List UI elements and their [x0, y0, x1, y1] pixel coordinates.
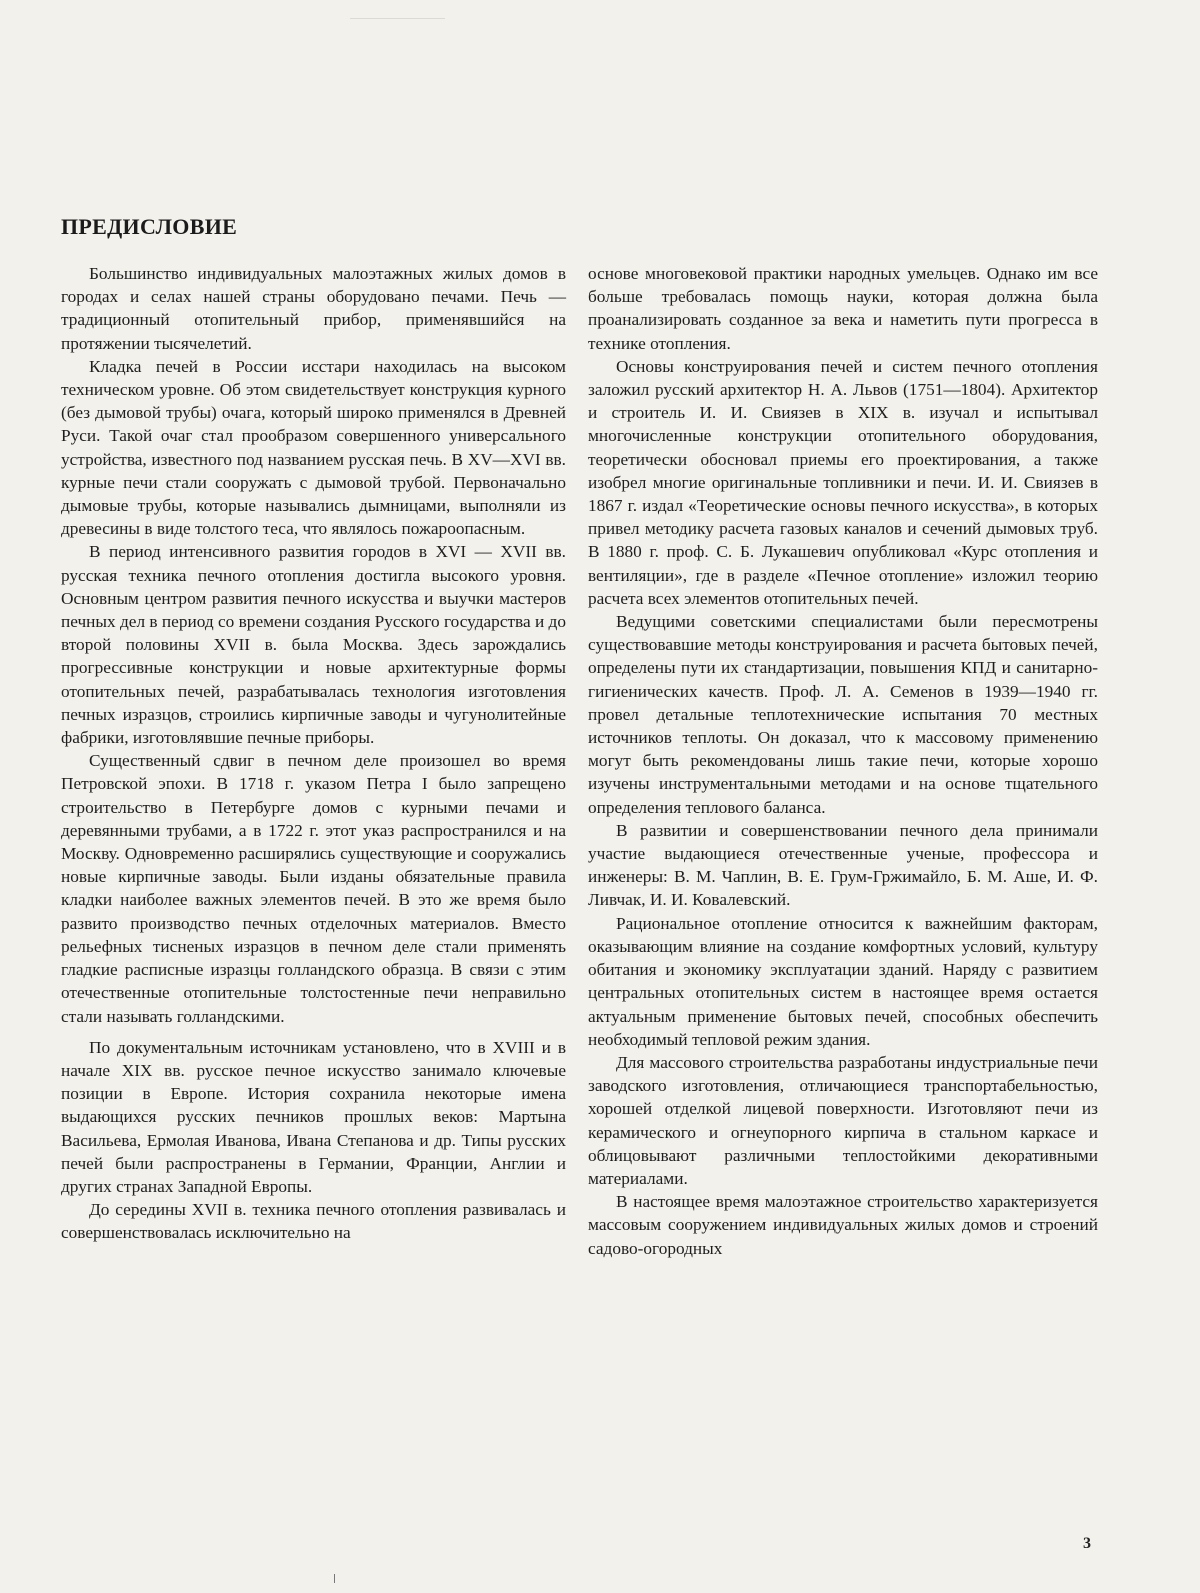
- paragraph: Большинство индивидуальных малоэтажных жилых домов в городах и селах нашей страны оборудовано печами. Печь — традиционный отопительный прибор, применявшийся на протяжении тысячелетий.: [61, 264, 566, 353]
- paragraph: В развитии и совершенствовании печного дела принимали участие выдающиеся отечественные ученые, профессора и инженеры: В. М. Чаплин, В. Е. Грум-Гржимайло, Б. М. Аше, И. Ф. Ливчак, И. И. Ковалевский.: [588, 820, 1098, 910]
- paragraph: Для массового строительства разработаны индустриальные печи заводского изготовления, отличающиеся транспортабельностью, хорошей отделкой лицевой поверхности. Изготовляют печи из керамического и огнеупорного кирпича в стальном каркасе и облицовывают различными теплостойкими декоративными материалами.: [588, 1052, 1098, 1188]
- paragraph: До середины XVII в. техника печного отопления развивалась и совершенствовалась исключительно на: [61, 1200, 566, 1243]
- paragraph: Ведущими советскими специалистами были пересмотрены существовавшие методы конструирования и расчета бытовых печей, определены пути их стандартизации, повышения КПД и санитарно-гигиенических качеств. Проф. Л. А. Семенов в 1939—1940 гг. провел детальные теплотехнические испытания 70 местных источников теплоты. Он доказал, что к массовому применению могут быть рекомендованы лишь такие печи, которые хорошо изучены инструментальными методами и на основе тщательного определения теплового баланса.: [588, 612, 1098, 817]
- paragraph: В период интенсивного развития городов в XVI — XVII вв. русская техника печного отопления достигла высокого уровня. Основным центром развития печного искусства и выучки мастеров печных дел в период со времени создания Русского государства и до второй половины XVII в. была Москва. Здесь зарождались прогрессивные конструкции и новые архитектурные формы отопительных печей, разрабатывалась технология изготовления печных изразцов, строились кирпичные заводы и чугунолитейные фабрики, изготовлявшие печные приборы.: [61, 542, 566, 748]
- page-title: ПРЕДИСЛОВИЕ: [61, 214, 238, 239]
- paragraph: Рациональное отопление относится к важнейшим факторам, оказывающим влияние на создание комфортных условий, культуру обитания и экономику эксплуатации зданий. Наряду с развитием центральных отопительных систем в настоящее время остается актуальным применение бытовых печей, способных обеспечить необходимый тепловой режим здания.: [588, 913, 1098, 1049]
- paragraph: По документальным источникам установлено, что в XVIII и в начале XIX вв. русское печное искусство занимало ключевые позиции в Европе. История сохранила некоторые имена выдающихся русских печников прошлых веков: Мартына Васильева, Ермолая Иванова, Ивана Степанова и др. Типы русских печей были распространены в Германии, Франции, Англии и других странах Западной Европы.: [61, 1037, 566, 1196]
- paragraph: Существенный сдвиг в печном деле произошел во время Петровской эпохи. В 1718 г. указом Петра I было запрещено строительство в Петербурге домов с курными печами и деревянными трубами, а в 1722 г. этот указ распространился и на Москву. Одновременно расширялись существующие и сооружались новые кирпичные заводы. Были изданы обязательные правила кладки наиболее важных элементов печей. В это же время было развито производство печных отделочных материалов. Вместо рельефных тисненых изразцов в печном деле стали применять гладкие расписные изразцы голландского образца. В связи с этим отечественные отопительные толстостенные печи неправильно стали называть голландскими.: [61, 751, 566, 1026]
- paragraph: В настоящее время малоэтажное строительство характеризуется массовым сооружением индивидуальных жилых домов и строений садово-огородных: [588, 1192, 1098, 1258]
- paragraph: Основы конструирования печей и систем печного отопления заложил русский архитектор Н. А. Львов (1751—1804). Архитектор и строитель И. И. Свиязев в XIX в. изучал и испытывал многочисленные конструкции отопительного оборудования, теоретически обосновал приемы его проектирования, а также изобрел многие оригинальные топливники и печи. И. И. Свиязев в 1867 г. издал «Теоретические основы печного искусства», в которых привел методику расчета газовых каналов и сечений дымовых труб. В 1880 г. проф. С. Б. Лукашевич опубликовал «Курс отопления и вентиляции», где в разделе «Печное отопление» изложил теорию расчета всех элементов отопительных печей.: [588, 356, 1098, 608]
- paragraph: основе многовековой практики народных умельцев. Однако им все больше требовалась помощь науки, которая должна была проанализировать созданное за века и наметить пути прогресса в технике отопления.: [588, 264, 1098, 353]
- paragraph: Кладка печей в России исстари находилась на высоком техническом уровне. Об этом свидетельствует конструкция курного (без дымовой трубы) очага, который широко применялся в Древней Руси. Такой очаг стал прообразом совершенного универсального устройства, известного под названием русская печь. В XV—XVI вв. курные печи стали сооружать с дымовой трубой. Первоначально дымовые трубы, которые назывались дымницами, выполняли из древесины в виде толстого теса, что являлось пожароопасным.: [61, 356, 566, 539]
- scan-mark: [334, 1574, 335, 1583]
- scan-smudge: [350, 0, 445, 19]
- page-number: 3: [1083, 1535, 1091, 1552]
- right-column: [588, 262, 1098, 1260]
- left-column: [61, 262, 566, 1245]
